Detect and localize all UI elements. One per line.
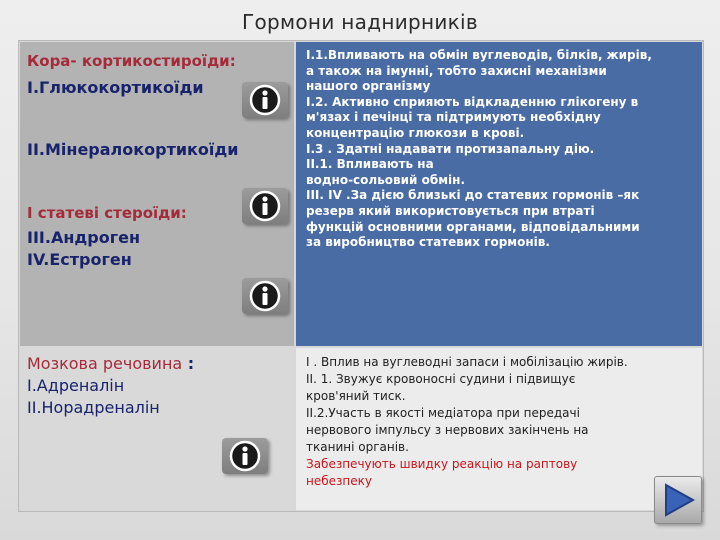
medulla-heading-colon: : — [182, 354, 195, 373]
description-line: ІІ. 1. Звужує кровоносні судини і підвищує — [306, 372, 576, 386]
mineralocorticoids-label: ІІ.Мінералокортикоїди — [27, 140, 239, 159]
description-line: І.3 . Здатні надавати протизапальну дію. — [306, 141, 595, 156]
description-line: концентрацію глюкози в крові. — [306, 125, 525, 140]
info-icon[interactable] — [242, 188, 288, 224]
sex-steroids-heading: І статеві стероїди: — [27, 204, 187, 222]
description-line: ІІ.1. Впливають на — [306, 157, 434, 172]
description-line: функцій основними органами, відповідальними — [306, 219, 640, 234]
adrenaline-label: І.Адреналін — [27, 376, 125, 395]
description-line: І.1.Впливають на обмін вуглеводів, білків, жирів, — [306, 48, 652, 62]
androgen-label: ІІІ.Андроген — [27, 228, 141, 247]
description-line: кров'яний тиск. — [306, 389, 406, 403]
medulla-description-cell — [295, 347, 703, 511]
description-line: нашого організму — [306, 79, 431, 94]
info-icon[interactable] — [242, 82, 288, 118]
glucocorticoids-label: І.Глюкокортикоїди — [27, 78, 204, 97]
slide-title: Гормони наднирників — [241, 10, 478, 34]
description-alert-line: небезпеку — [306, 474, 372, 488]
medulla-heading — [27, 354, 194, 373]
description-line: ІІ.2.Участь в якості медіатора при передачі — [306, 406, 580, 420]
info-icon[interactable] — [242, 278, 288, 314]
cortex-cell — [19, 41, 295, 347]
estrogen-label: ІV.Естроген — [27, 250, 132, 269]
play-next-icon — [660, 482, 696, 518]
description-line: водно-сольовий обмін. — [306, 172, 466, 187]
medulla-cell — [19, 347, 295, 511]
description-line: ІІІ. ІV .За дією близькі до статевих гормонів –як — [306, 188, 640, 203]
description-line: І . Вплив на вуглеводні запаси і мобілізацію жирів. — [306, 355, 628, 369]
description-line: за виробництво статевих гормонів. — [306, 235, 550, 250]
description-line: м'язах і печінці та підтримують необхідну — [306, 110, 601, 125]
description-line: резерв який використовується при втраті — [306, 203, 595, 218]
description-line: І.2. Активно сприяють відкладенню глікогену в — [306, 94, 639, 109]
hormones-table — [18, 40, 704, 512]
noradrenaline-label: ІІ.Норадреналін — [27, 398, 160, 417]
description-line: нервового імпульсу з нервових закінчень на — [306, 423, 589, 437]
cortex-heading: Кора- кортикостироїди: — [27, 52, 236, 70]
description-line: тканині органів. — [306, 440, 409, 454]
next-slide-button[interactable] — [654, 476, 702, 524]
cortex-description — [306, 48, 698, 251]
info-icon[interactable] — [222, 438, 268, 474]
cortex-description-cell — [295, 41, 703, 347]
medulla-heading-text: Мозкова речовина — [27, 354, 183, 373]
description-alert-line: Забезпечують швидку реакцію на раптову — [306, 457, 578, 471]
medulla-description — [306, 354, 698, 490]
description-line: а також на імунні, тобто захисні механізми — [306, 63, 607, 78]
